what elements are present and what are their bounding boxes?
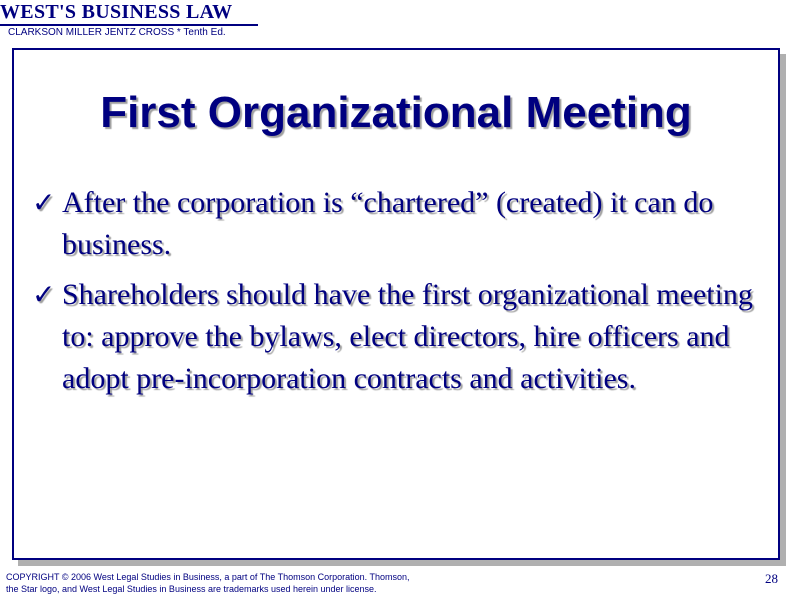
- page-number: 28: [765, 571, 778, 586]
- bullet-list: [32, 182, 772, 408]
- bullet-text: Shareholders should have the first organizational meeting to: approve the bylaws, elect directors, hire officers and adopt pre-incorporation contracts and activities.: [62, 278, 753, 395]
- list-item: [32, 182, 772, 266]
- bullet-text: After the corporation is “chartered” (created) it can do business.: [62, 186, 714, 261]
- slide-title: First Organizational Meeting: [100, 88, 692, 137]
- brand-subtitle: CLARKSON MILLER JENTZ CROSS * Tenth Ed.: [8, 27, 226, 38]
- check-icon: ✓: [32, 186, 56, 219]
- list-item: [32, 274, 772, 400]
- slide-frame: [12, 48, 780, 560]
- check-icon: ✓: [32, 278, 56, 311]
- brand-title: WEST'S BUSINESS LAW: [0, 1, 233, 23]
- copyright-notice: COPYRIGHT © 2006 West Legal Studies in Business, a part of The Thomson Corporation. Thomson, the Star logo, and West Legal Studies in Business are trademarks used herein under license.: [6, 572, 410, 594]
- brand-divider: [0, 24, 258, 26]
